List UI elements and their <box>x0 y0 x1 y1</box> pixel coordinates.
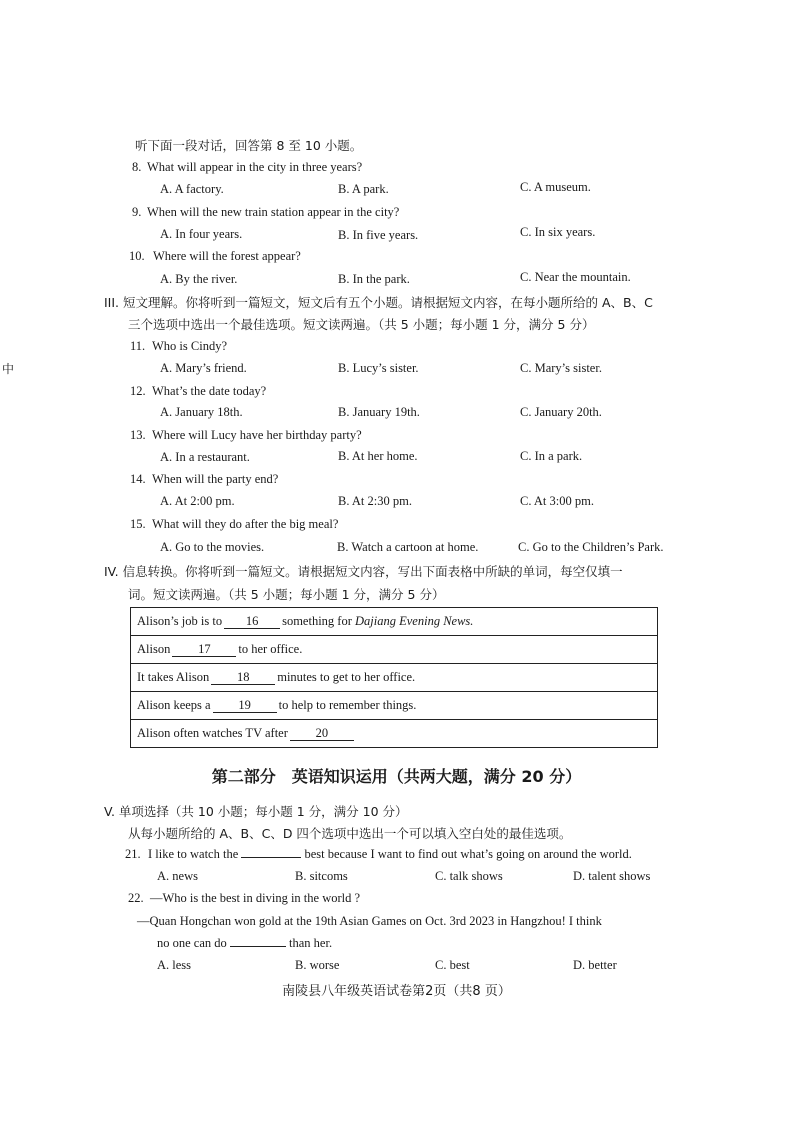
option-b: B. worse <box>295 958 340 972</box>
table-cell <box>131 720 658 748</box>
row-text-after: minutes to get to her office. <box>277 670 416 684</box>
option-c: C. Go to the Children’s Park. <box>518 540 664 554</box>
option-a: A. Go to the movies. <box>160 540 265 554</box>
newspaper-name: Dajiang Evening News. <box>355 614 474 628</box>
answer-blank-17[interactable]: 17 <box>172 642 236 657</box>
option-b: B. sitcoms <box>295 869 348 883</box>
question-number: 10. <box>129 249 145 263</box>
question-text-before: I like to watch the <box>148 847 239 861</box>
question-text: What will appear in the city in three years? <box>147 160 363 174</box>
table-row <box>131 664 658 692</box>
table-row <box>131 608 658 636</box>
option-a: A. less <box>157 958 192 972</box>
option-c: C. At 3:00 pm. <box>520 494 594 508</box>
option-d: D. talent shows <box>573 869 651 883</box>
option-c: C. best <box>435 958 470 972</box>
question-text: When will the new train station appear in the city? <box>147 205 400 219</box>
option-b: B. Watch a cartoon at home. <box>337 540 479 554</box>
question-text: When will the party end? <box>152 472 279 486</box>
question-number: 15. <box>130 517 146 531</box>
option-b: B. January 19th. <box>338 405 420 419</box>
row-text-before: Alison <box>137 642 171 656</box>
question-text-after: best because I want to find out what’s going on around the world. <box>304 847 632 861</box>
section-4-heading-line2: 词。短文读两遍。（共 5 小题；每小题 1 分，满分 5 分） <box>128 587 445 602</box>
line-text-before: no one can do <box>157 936 227 950</box>
option-a: A. news <box>157 869 198 883</box>
question-number: 13. <box>130 428 146 442</box>
option-c: C. In a park. <box>520 449 583 463</box>
option-a: A. Mary’s friend. <box>160 361 247 375</box>
option-c: C. Mary’s sister. <box>520 361 602 375</box>
question-number: 14. <box>130 472 146 486</box>
option-c: C. Near the mountain. <box>520 270 631 284</box>
table-cell <box>131 692 658 720</box>
answer-blank-20[interactable]: 20 <box>290 726 354 741</box>
answer-gap[interactable] <box>230 946 286 947</box>
row-text-after: to help to remember things. <box>278 698 417 712</box>
question-text: Where will Lucy have her birthday party? <box>152 428 362 442</box>
dialogue-line-1: —Who is the best in diving in the world ? <box>150 891 361 905</box>
answer-blank-18[interactable]: 18 <box>211 670 275 685</box>
row-text-after: to her office. <box>238 642 303 656</box>
table-cell <box>131 636 658 664</box>
row-text-before: Alison keeps a <box>137 698 211 712</box>
question-number: 8. <box>132 160 142 174</box>
question-text: Where will the forest appear? <box>153 249 301 263</box>
table-row <box>131 720 658 748</box>
section-3-heading: III. 短文理解。你将听到一篇短文，短文后有五个小题。请根据短文内容，在每小题所给的 A、B、C <box>104 295 653 310</box>
question-number: 22. <box>128 891 144 905</box>
option-a: A. January 18th. <box>160 405 243 419</box>
option-b: B. In five years. <box>338 228 419 242</box>
info-table <box>130 607 658 748</box>
question-number: 9. <box>132 205 142 219</box>
answer-blank-19[interactable]: 19 <box>213 698 277 713</box>
row-text-before: Alison often watches TV after <box>137 726 288 740</box>
answer-gap[interactable] <box>241 857 301 858</box>
dialogue-line-3 <box>157 936 332 951</box>
margin-mark: 中 <box>2 362 15 376</box>
section-5-instruction: 从每小题所给的 A、B、C、D 四个选项中选出一个可以填入空白处的最佳选项。 <box>128 826 572 841</box>
question-number: 11. <box>130 339 146 353</box>
section-5-heading: V. 单项选择（共 10 小题；每小题 1 分，满分 10 分） <box>104 804 408 819</box>
option-a: A. A factory. <box>160 182 224 196</box>
option-a: A. At 2:00 pm. <box>160 494 235 508</box>
table-cell <box>131 664 658 692</box>
table-row <box>131 692 658 720</box>
question-text: Who is Cindy? <box>152 339 227 353</box>
question-text: What’s the date today? <box>152 384 267 398</box>
table-cell <box>131 608 658 636</box>
question-number: 12. <box>130 384 146 398</box>
part-2-title: 第二部分 英语知识运用（共两大题，满分 20 分） <box>211 767 582 786</box>
option-b: B. At 2:30 pm. <box>338 494 412 508</box>
dialogue-line-2: —Quan Hongchan won gold at the 19th Asian Games on Oct. 3rd 2023 in Hangzhou! I think <box>137 914 602 928</box>
option-a: A. By the river. <box>160 272 238 286</box>
row-text-before: It takes Alison <box>137 670 210 684</box>
question-number: 21. <box>125 847 141 861</box>
row-text-after: something for <box>282 614 352 628</box>
answer-blank-16[interactable]: 16 <box>224 614 280 629</box>
section-3-heading-line2: 三个选项中选出一个最佳选项。短文读两遍。（共 5 小题；每小题 1 分，满分 5 分） <box>128 317 595 332</box>
option-a: A. In four years. <box>160 227 243 241</box>
row-text-before: Alison’s job is to <box>137 614 223 628</box>
question-text <box>148 847 632 862</box>
option-d: D. better <box>573 958 617 972</box>
option-b: B. A park. <box>338 182 389 196</box>
option-c: C. January 20th. <box>520 405 602 419</box>
option-b: B. In the park. <box>338 272 410 286</box>
option-c: C. In six years. <box>520 225 596 239</box>
page-footer: 南陵县八年级英语试卷第2页（共8 页） <box>282 984 511 999</box>
option-b: B. Lucy’s sister. <box>338 361 419 375</box>
question-text: What will they do after the big meal? <box>152 517 339 531</box>
section-4-heading: IV. 信息转换。你将听到一篇短文。请根据短文内容，写出下面表格中所缺的单词，每空仅填一 <box>104 564 623 579</box>
table-row <box>131 636 658 664</box>
option-c: C. A museum. <box>520 180 591 194</box>
line-text-after: than her. <box>289 936 333 950</box>
option-a: A. In a restaurant. <box>160 450 250 464</box>
option-b: B. At her home. <box>338 449 418 463</box>
option-c: C. talk shows <box>435 869 503 883</box>
dialogue-intro: 听下面一段对话，回答第 8 至 10 小题。 <box>135 138 363 153</box>
